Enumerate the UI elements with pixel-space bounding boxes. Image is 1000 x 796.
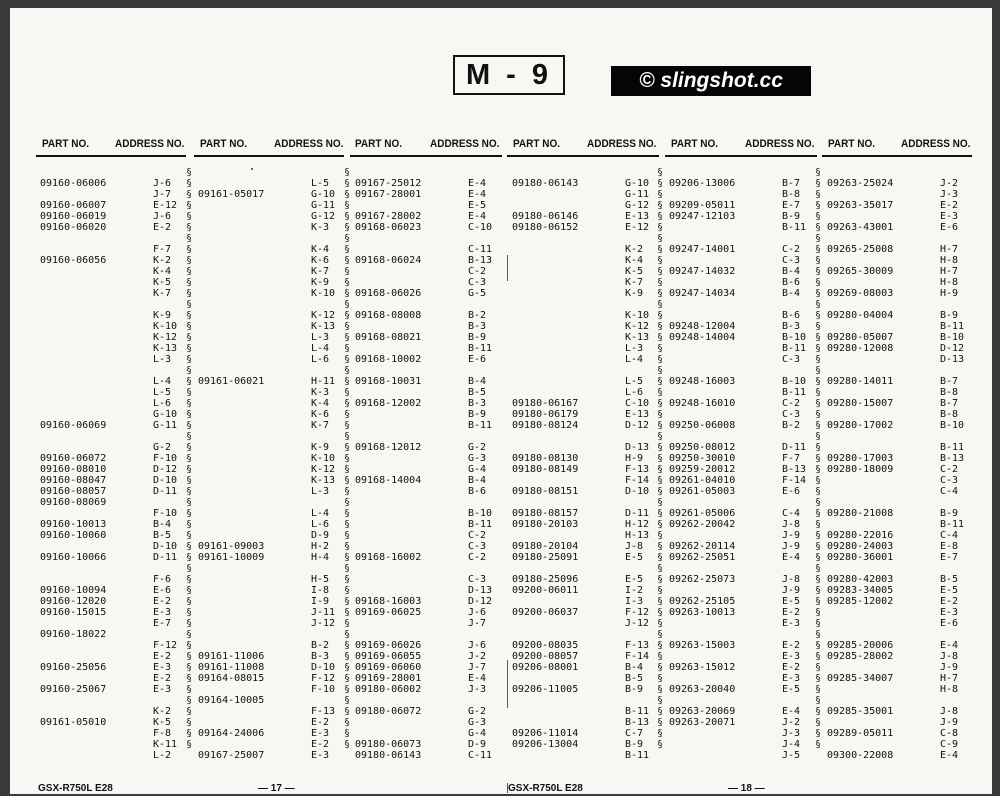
address-col-5: B-7 B-8 E-7 B-9 B-11 C-2 C-3 B-4 B-6 B-4 B-6 B-3 B-10 B-11 C-3 B-10 B-11 C-2 C-3 B-2 D-11 F-7 B-13 F-14 E-6 C-4 J-8 J-9 J-9 E-4 J-8 J-9 E-5 E-2 E-3 E-2 E-3 E-2 E-3 E-5 E-4 J-2 J-3 J-4 J-5 [782, 178, 807, 761]
address-col-1: J-6 J-7 E-12 J-6 E-2 F-7 K-2 K-4 K-5 K-7 K-9 K-10 K-12 K-13 L-3 L-4 L-5 L-6 G-10 G-11 G-2 F-10 D-12 D-10 D-11 F-10 B-4 B-5 D-10 D-11 F-6 E-6 E-2 E-3 E-7 F-12 E-2 E-3 E-2 E-3 K-2 K-5 F-8 K-11 L-2 [153, 178, 178, 761]
part-no-header-6: PART NO. [828, 138, 876, 151]
part-no-header-2: PART NO. [200, 138, 248, 151]
address-col-4: G-10 G-11 G-12 E-13 E-12 K-2 K-4 K-5 K-7 K-9 K-10 K-12 K-13 L-3 L-4 L-5 L-6 C-10 E-13 D-12 D-13 H-9 F-13 F-14 D-10 D-11 H-12 H-13 J-8 E-5 E-5 I-2 I-3 F-12 J-12 F-13 F-14 B-4 B-5 B-9 B-11 B-13 C-7 B-9 B-11 [625, 178, 650, 761]
separator-col-2: § § § § § § § § § § § § § § § § § § § § § § § § § § § § § § § § § § § § § § § § § § § § § § § § § § § § § [344, 167, 351, 750]
section-label: M - 9 [465, 58, 553, 91]
part-no-header-4: PART NO. [513, 138, 561, 151]
part-numbers-col-3: 09167-25012 09167-28001 09167-28002 09168-06023 09168-06024 09168-06026 09168-08008 09168-08021 09168-10002 09168-10031 09168-12002 09168-12012 09168-14004 09168-16002 09168-16003 09169-06025 09169-06026 09169-06055 09169-06060 09169-28001 09180-06002 09180-06072 09180-06073 09180-06143 [355, 178, 422, 761]
section-label-box [453, 55, 565, 95]
watermark-text: © slingshot.cc [639, 69, 783, 92]
part-numbers-col-2: 09161-05017 09161-06021 09161-09003 09161-10009 09161-11006 09161-11008 09164-08015 09164-10005 09164-24006 09167-25007 [198, 189, 265, 761]
address-no-header-3: ADDRESS NO. [430, 138, 500, 151]
separator-col-1: § § § § § § § § § § § § § § § § § § § § § § § § § § § § § § § § § § § § § § § § § § § § § § § § § § § § § [186, 167, 193, 750]
part-no-header-5: PART NO. [671, 138, 719, 151]
part-no-header-1: PART NO. [42, 138, 90, 151]
separator-col-4: § § § § § § § § § § § § § § § § § § § § § § § § § § § § § § § § § § § § § § § § § § § § § § § § § § § § § [657, 167, 664, 750]
part-numbers-col-5: 09206-13006 09209-05011 09247-12103 09247-14001 09247-14032 09247-14034 09248-12004 09248-14004 09248-16003 09248-16010 09250-06008 09250-08012 09250-30010 09259-20012 09261-04010 09261-05003 09261-05006 09262-20042 09262-20114 09262-25051 09262-25073 09262-25105 09263-10013 09263-15003 09263-15012 09263-20040 09263-20069 09263-20071 [669, 178, 736, 728]
part-no-header-3: PART NO. [355, 138, 403, 151]
watermark-banner [611, 66, 811, 96]
address-col-3: E-4 E-4 E-5 E-4 C-10 C-11 B-13 C-2 C-3 G-5 B-2 B-3 B-9 B-11 E-6 B-4 B-5 B-3 B-9 B-11 G-2 G-3 G-4 B-4 B-6 B-10 B-11 C-2 C-3 C-2 C-3 D-13 D-12 J-6 J-7 J-6 J-2 J-7 E-4 J-3 G-2 G-3 G-4 D-9 C-11 [468, 178, 493, 761]
footer-model-right: GSX-R750L E28 [508, 783, 583, 794]
footer-page-left: — 17 — [258, 783, 295, 794]
part-numbers-col-4: 09180-06143 09180-06146 09180-06152 09180-06167 09180-06179 09180-08124 09180-08130 09180-08149 09180-08151 09180-08157 09180-20103 09180-20104 09180-25091 09180-25096 09200-06011 09200-06037 09200-08035 09200-08057 09206-08001 09206-11005 09206-11014 09206-13004 [512, 178, 579, 750]
footer-model-left: GSX-R750L E28 [38, 783, 113, 794]
address-no-header-1: ADDRESS NO. [115, 138, 185, 151]
address-no-header-5: ADDRESS NO. [745, 138, 815, 151]
address-no-header-4: ADDRESS NO. [587, 138, 657, 151]
address-no-header-2: ADDRESS NO. [274, 138, 344, 151]
part-numbers-col-1: 09160-06006 09160-06007 09160-06019 09160-06020 09160-06056 09160-06069 09160-06072 09160-08010 09160-08047 09160-08057 09160-08069 09160-10013 09160-10060 09160-10066 09160-10094 09160-12020 09160-15015 09160-18022 09160-25056 09160-25067 09161-05010 [40, 178, 107, 728]
catalog-page [10, 8, 992, 794]
divider-mark-1 [507, 255, 508, 281]
part-numbers-col-6: 09263-25024 09263-35017 09263-43001 09265-25008 09265-30009 09269-08003 09280-04004 09280-05007 09280-12008 09280-14011 09280-15007 09280-17002 09280-17003 09280-18009 09280-21008 09280-22016 09280-24003 09280-36001 09280-42003 09283-34005 09285-12002 09285-20006 09285-28002 09285-34007 09285-35001 09289-05011 09300-22008 [827, 178, 894, 761]
footer-page-right: — 18 — [728, 783, 765, 794]
separator-col-5: § § § § § § § § § § § § § § § § § § § § § § § § § § § § § § § § § § § § § § § § § § § § § § § § § § § § § [815, 167, 822, 750]
address-col-2: L-5 G-10 G-11 G-12 K-3 K-4 K-6 K-7 K-9 K-10 K-12 K-13 L-3 L-4 L-6 H-11 K-3 K-4 K-6 K-7 K-9 K-10 K-12 K-13 L-3 L-4 L-6 D-9 H-2 H-4 H-5 I-8 I-9 J-11 J-12 B-2 B-3 D-10 F-12 F-10 F-13 E-2 E-3 E-2 E-3 [311, 178, 336, 761]
address-col-6: J-2 J-3 E-2 E-3 E-6 H-7 H-8 H-7 H-8 H-9 B-9 B-11 B-10 D-12 D-13 B-7 B-8 B-7 B-8 B-10 B-11 B-13 C-2 C-3 C-4 B-9 B-11 C-4 E-8 E-7 B-5 E-5 E-2 E-3 E-6 E-4 J-8 J-9 H-7 H-8 J-8 J-9 C-8 C-9 E-4 [940, 178, 965, 761]
address-no-header-6: ADDRESS NO. [901, 138, 971, 151]
divider-mark-2 [507, 660, 508, 708]
